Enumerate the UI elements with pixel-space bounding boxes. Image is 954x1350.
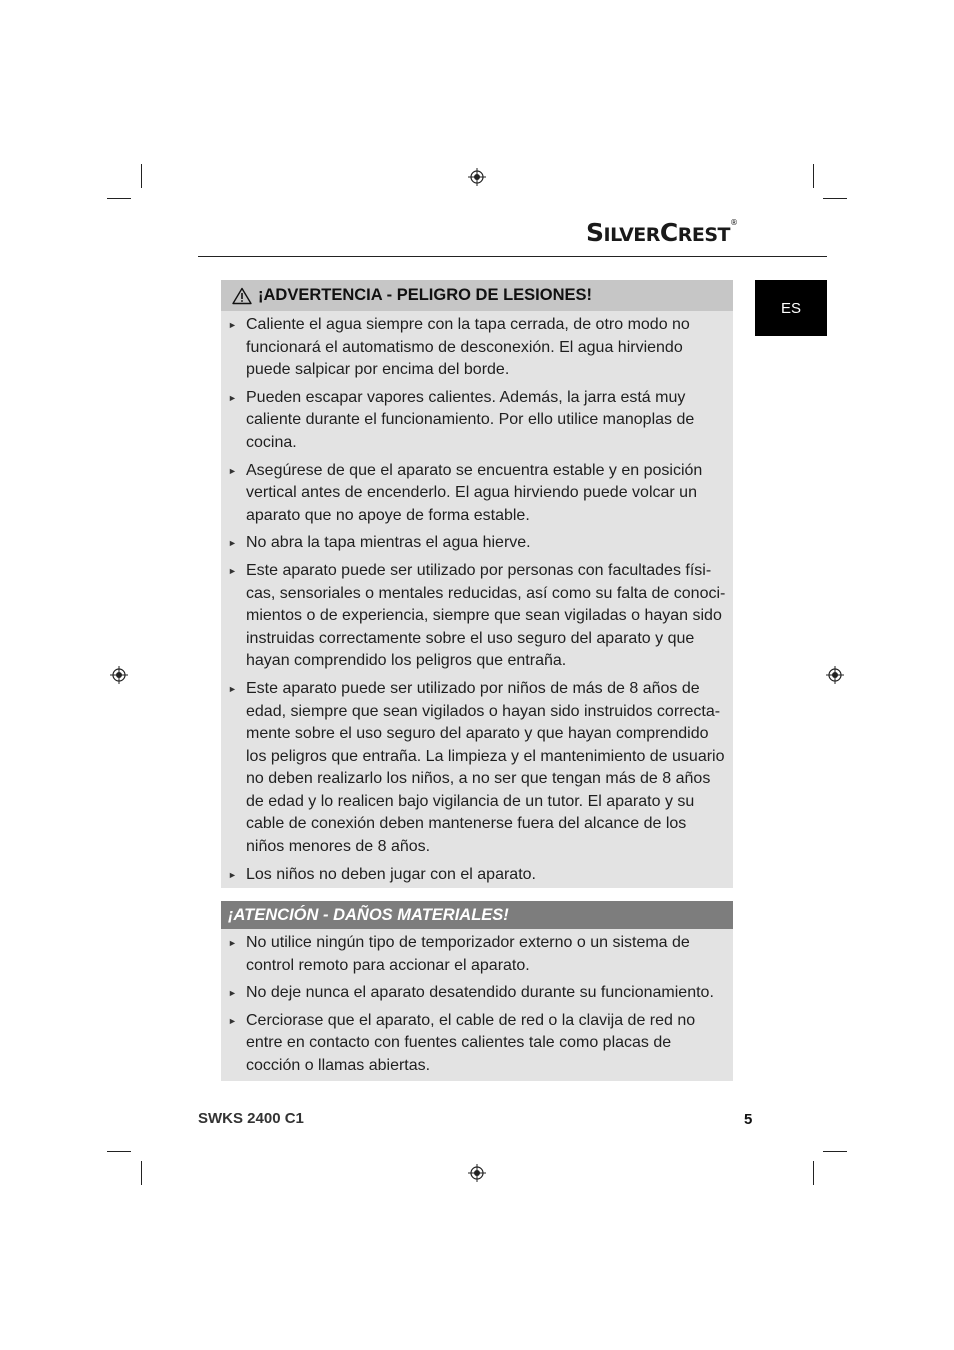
warning-box <box>221 280 733 888</box>
list-item: ► No deje nunca el aparato desatendido durante su funcionamiento. <box>246 982 727 1005</box>
crop-mark <box>823 1151 847 1152</box>
attention-list <box>221 929 733 1078</box>
attention-box <box>221 901 733 1081</box>
crop-mark <box>813 164 814 188</box>
registration-mark-icon <box>468 168 486 186</box>
crop-mark <box>813 1161 814 1185</box>
language-tab: ES <box>755 280 827 336</box>
brand-logo: SILVERCREST® <box>586 218 738 247</box>
crop-mark <box>141 1161 142 1185</box>
attention-heading: ¡ATENCIÓN - DAÑOS MATERIALES! <box>221 901 733 929</box>
warning-list <box>221 311 733 886</box>
crop-mark <box>107 1151 131 1152</box>
warning-triangle-icon <box>232 287 252 305</box>
registration-mark-icon <box>110 666 128 684</box>
header-divider <box>198 256 827 257</box>
list-item: ► No utilice ningún tipo de temporizador externo o un sistema de control remoto para accionar el aparato. <box>246 932 727 977</box>
list-item: ► Caliente el agua siempre con la tapa cerrada, de otro modo no funcionará el automatismo de desconexión. El agua hirviendo puede salpicar por encima del borde. <box>246 314 727 382</box>
registration-mark-icon <box>468 1164 486 1182</box>
crop-mark <box>823 198 847 199</box>
list-item: ► Pueden escapar vapores calientes. Además, la jarra está muy caliente durante el funcionamiento. Por ello utilice manoplas de cocina. <box>246 387 727 455</box>
list-item: ► Asegúrese de que el aparato se encuentra estable y en posición vertical antes de encenderlo. El agua hirviendo puede volcar un aparato que no apoye de forma estable. <box>246 460 727 528</box>
list-item: ► Los niños no deben jugar con el aparato. <box>246 864 727 887</box>
list-item: ► Cerciorase que el aparato, el cable de red o la clavija de red no entre en contacto con fuentes calientes tale como placas de cocción o llamas abiertas. <box>246 1010 727 1078</box>
list-item: ► No abra la tapa mientras el agua hierve. <box>246 532 727 555</box>
page-number: 5 <box>744 1111 753 1128</box>
crop-mark <box>107 198 131 199</box>
list-item: ► Este aparato puede ser utilizado por personas con facultades físi-cas, sensoriales o mentales reducidas, así como su falta de conoci-mientos o de experiencia, siempre que sean vigiladas o hayan sido instruidas correctamente sobre el uso seguro del aparato y que hayan comprendido los peligros que entraña. <box>246 560 727 673</box>
registration-mark-icon <box>826 666 844 684</box>
warning-heading: ¡ADVERTENCIA - PELIGRO DE LESIONES! <box>221 280 733 311</box>
list-item: ► Este aparato puede ser utilizado por niños de más de 8 años de edad, siempre que sean vigilados o hayan sido instruidos correcta-mente sobre el uso seguro del aparato y que hayan comprendido los peligros que entraña. La limpieza y el mantenimiento de usuario no deben realizarlo los niños, a no ser que tengan más de 8 años de edad y lo realicen bajo vigilancia de un tutor. El aparato y su cable de conexión deben mantenerse fuera del alcance de los niños menores de 8 años. <box>246 678 727 859</box>
crop-mark <box>141 164 142 188</box>
model-number: SWKS 2400 C1 <box>198 1110 304 1127</box>
